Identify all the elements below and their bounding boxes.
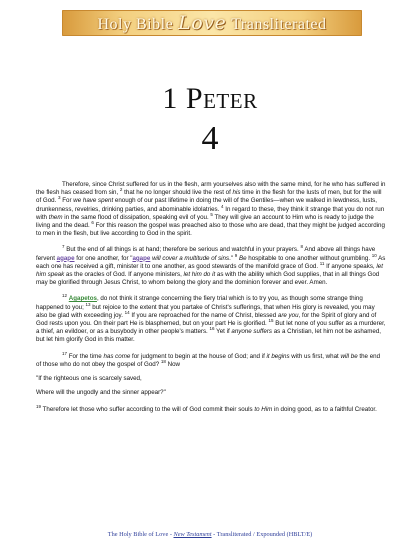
verse-number: 18: [160, 358, 166, 364]
verse-number: 3: [58, 195, 61, 201]
greek-word-link[interactable]: agape: [56, 254, 75, 262]
footer-link[interactable]: New Testament: [173, 531, 212, 538]
paragraph-2: $^7$ But the end of all things is at hand; therefore be serious and watchful in your prayers. $^8$ And above all things have fervent agape for one another, for "agape will cover a multitude of sins." $^9$ Be hospitable to one another without grumbling. $^{10}$ As each one has received a gift, minister it to one another, as good stewards of the manifold grace of God. $^{11}$ If anyone speaks, let him speak as the oracles of God. If anyone ministers, let him do it as with the ability which God supplies, that in all things God may be glorified through Jesus Christ, to whom belong the glory and the dominion forever and ever. Amen.: [36, 244, 386, 287]
banner-love-script: Love: [178, 12, 227, 34]
book-title: 1 Peter: [162, 82, 258, 115]
verse-number: 15: [268, 317, 274, 323]
poetry-line-2: Where will the ungodly and the sinner appear?": [36, 389, 166, 397]
chapter-number: 4: [201, 120, 219, 157]
page-footer: The Holy Bible of Love - New Testament - Transliterated / Expounded (HBLT/E): [107, 531, 313, 538]
verse-number: 12: [62, 293, 68, 299]
verse-number: 17: [62, 350, 68, 356]
paragraph-1: Therefore, since Christ suffered for us in the flesh, arm yourselves also with the same mind, for he who has suffered in the flesh has ceased from sin, $^2$ that he no longer should live the rest of his time in the flesh for the lusts of men, but for the will of God. $^3$ For we have spent enough of our past lifetime in doing the will of the Gentiles—when we walked in lewdness, lusts, drunkenness, revelries, drinking parties, and abominable idolatries. $^4$ In regard to these, they think it strange that you do not run with them in the same flood of dissipation, speaking evil of you. $^5$ They will give an account to Him who is ready to judge the living and the dead. $^6$ For this reason the gospel was preached also to those who are dead, that they might be judged according to men in the flesh, but live according to God in the spirit.: [36, 181, 386, 238]
paragraph-3: $^{12}$ Agapetos, do not think it strange concerning the fiery trial which is to try you, as though some strange thing happened to you; $^{13}$ but rejoice to the extent that you partake of Christ's sufferings, that when His glory is revealed, you may also be glad with exceeding joy. $^{14}$ If you are reproached for the name of Christ, blessed are you, for the Spirit of glory and of God rests upon you. On their part He is blasphemed, but on your part He is glorified. $^{15}$ But let none of you suffer as a murderer, a thief, an evildoer, or as a busybody in other people's matters. $^{16}$ Yet if anyone suffers as a Christian, let him not be ashamed, but let him glorify God in this matter.: [36, 293, 386, 344]
greek-word-link[interactable]: agape: [132, 254, 151, 262]
paragraph-4: $^{17}$ For the time has come for judgment to begin at the house of God; and if it begins with us first, what will be the end of those who do not obey the gospel of God? $^{18}$ Now: [36, 350, 381, 368]
verse-number: 19: [36, 404, 42, 410]
verse-number: 6: [91, 219, 94, 225]
verse-number: 5: [210, 211, 213, 217]
chapter-text: [36, 181, 386, 423]
verse-number: 10: [371, 252, 377, 258]
verse-number: 14: [124, 309, 130, 315]
verse-number: 16: [209, 326, 215, 332]
verse-number: 11: [319, 260, 325, 266]
verse-number: 2: [119, 187, 123, 193]
verse-number: 4: [221, 203, 224, 209]
verse-number: 13: [85, 301, 91, 307]
greek-word-link[interactable]: Agapetos: [68, 295, 97, 303]
verse-number: 7: [62, 244, 65, 250]
header-banner: [62, 10, 362, 36]
banner-title: Holy Bible Love Transliterated: [97, 12, 327, 34]
poetry-line-1: "If the righteous one is scarcely saved,: [36, 375, 142, 383]
paragraph-5: $^{19}$ Therefore let those who suffer according to the will of God commit their souls to Him in doing good, as to a faithful Creator.: [36, 404, 377, 414]
verse-number: 8: [300, 244, 303, 250]
verse-number: 9: [234, 252, 238, 258]
